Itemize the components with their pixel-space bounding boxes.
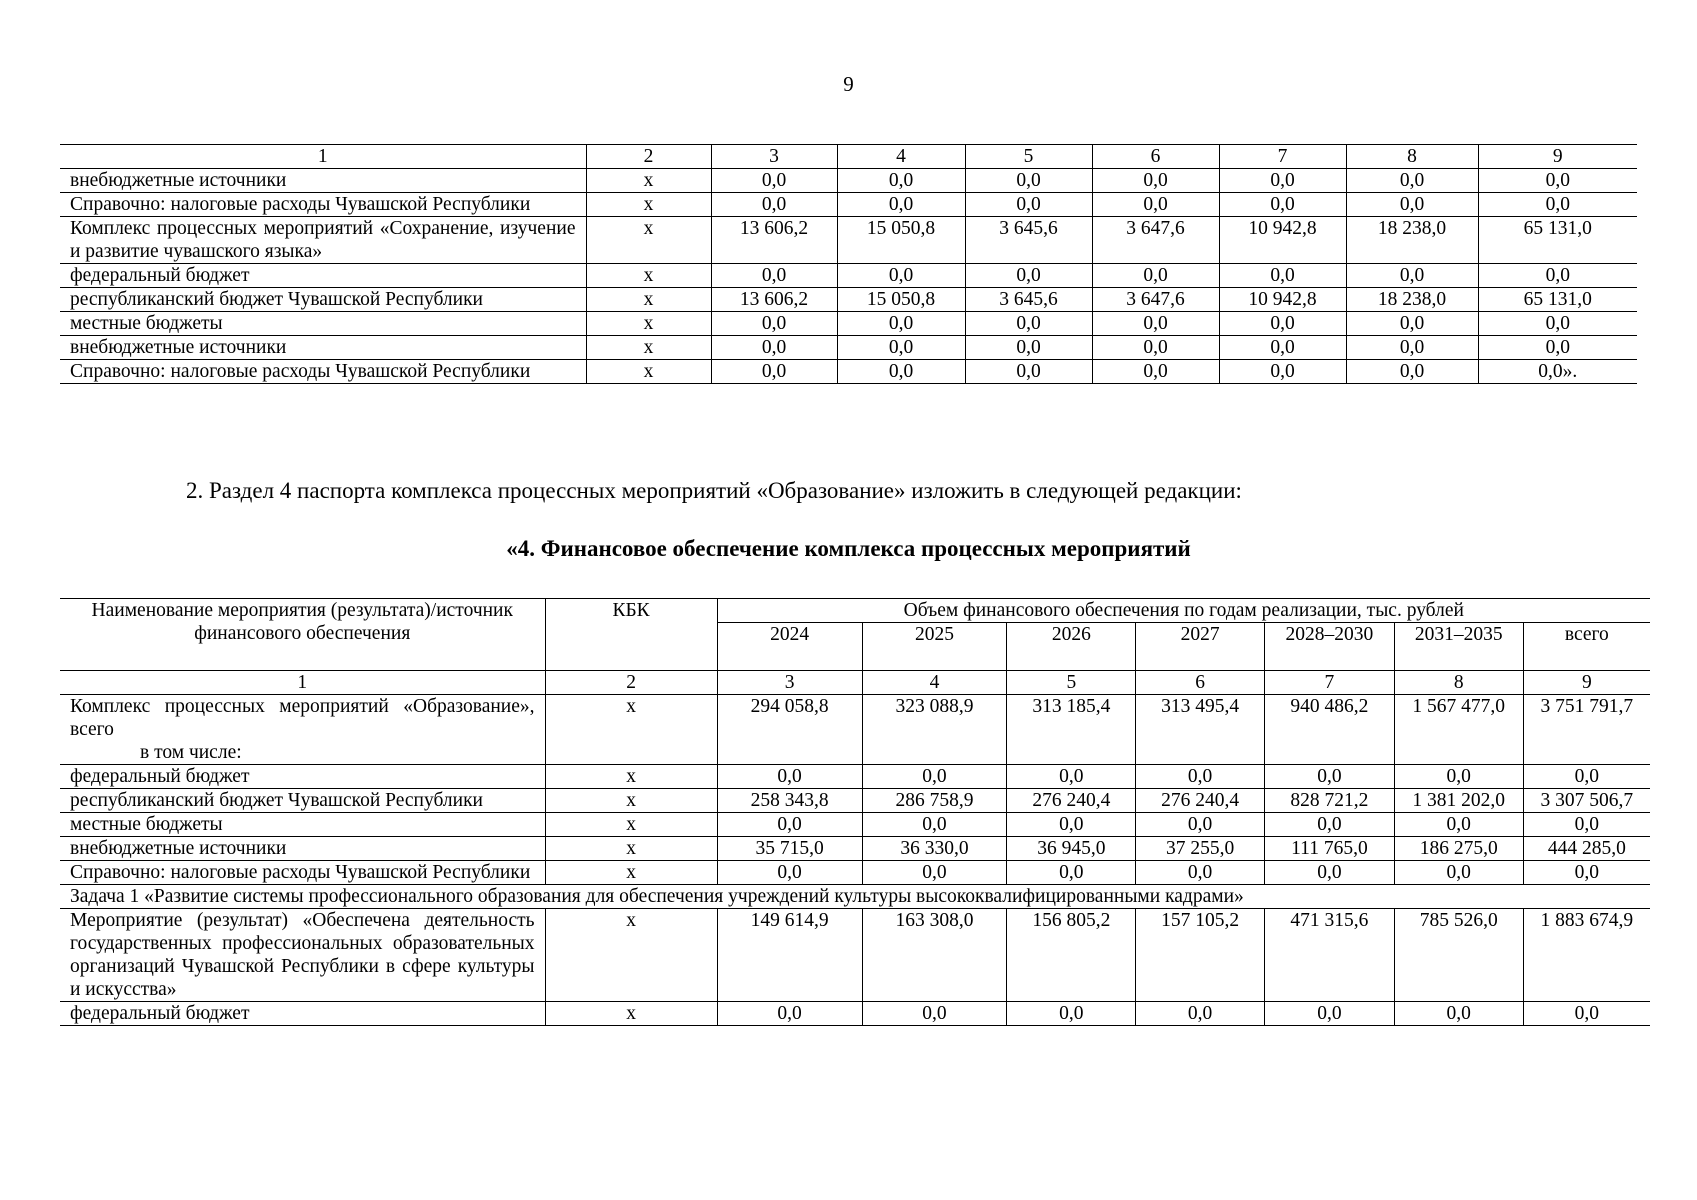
value-cell: 0,0 (1092, 360, 1219, 384)
value-cell: 0,0 (1136, 861, 1265, 885)
row-label: федеральный бюджет (60, 765, 545, 789)
value-cell: 0,0 (837, 193, 965, 217)
column-number: 9 (1478, 145, 1637, 169)
table-row (60, 169, 1637, 193)
value-cell: 111 765,0 (1265, 837, 1395, 861)
column-number: 5 (1007, 671, 1136, 695)
table-row (60, 360, 1637, 384)
kbk-cell: х (586, 264, 711, 288)
value-cell: 15 050,8 (837, 288, 965, 312)
value-cell: 163 308,0 (862, 909, 1007, 1002)
row-label (60, 695, 545, 765)
value-cell: 0,0 (711, 360, 837, 384)
row-label: федеральный бюджет (60, 264, 586, 288)
value-cell: 3 645,6 (965, 217, 1092, 264)
value-cell: 0,0 (717, 1002, 862, 1026)
value-cell: 3 645,6 (965, 288, 1092, 312)
value-cell: 0,0 (711, 336, 837, 360)
value-cell: 37 255,0 (1136, 837, 1265, 861)
row-label: Мероприятие (результат) «Обеспечена деятельность государственных профессиональных образовательных организаций Чувашской Республики в сфере культуры и искусства» (60, 909, 545, 1002)
value-cell: 3 751 791,7 (1523, 695, 1650, 765)
value-cell: 0,0 (965, 360, 1092, 384)
value-cell: 0,0 (1219, 264, 1346, 288)
year-header: 2024 (717, 623, 862, 671)
financing-group-header: Объем финансового обеспечения по годам реализации, тыс. рублей (717, 599, 1650, 623)
value-cell: 0,0 (1346, 193, 1478, 217)
amendment-paragraph: 2. Раздел 4 паспорта комплекса процессных мероприятий «Образование» изложить в следующей редакции: (186, 478, 1242, 503)
value-cell: 0,0 (1523, 813, 1650, 837)
table-row (60, 909, 1650, 1002)
value-cell: 0,0 (837, 169, 965, 193)
value-cell: 0,0 (1265, 1002, 1395, 1026)
year-header: 2031–2035 (1394, 623, 1523, 671)
column-number: 4 (862, 671, 1007, 695)
column-number: 8 (1346, 145, 1478, 169)
value-cell: 0,0 (965, 264, 1092, 288)
column-number: 1 (60, 145, 586, 169)
value-cell: 65 131,0 (1478, 288, 1637, 312)
value-cell: 149 614,9 (717, 909, 862, 1002)
value-cell: 0,0 (1136, 765, 1265, 789)
kbk-cell: х (545, 909, 717, 1002)
column-number-row (60, 671, 1650, 695)
value-cell: 3 647,6 (1092, 288, 1219, 312)
value-cell: 0,0 (1219, 193, 1346, 217)
value-cell: 0,0 (717, 813, 862, 837)
value-cell: 276 240,4 (1007, 789, 1136, 813)
value-cell: 0,0 (1265, 813, 1395, 837)
value-cell: 323 088,9 (862, 695, 1007, 765)
row-label: Справочно: налоговые расходы Чувашской Республики (60, 193, 586, 217)
table-row (60, 861, 1650, 885)
kbk-column-header: КБК (545, 599, 717, 671)
kbk-cell: х (545, 695, 717, 765)
value-cell: 0,0 (837, 312, 965, 336)
value-cell: 0,0 (1219, 360, 1346, 384)
table-row (60, 312, 1637, 336)
value-cell: 0,0 (1478, 169, 1637, 193)
table1-body (60, 145, 1637, 384)
value-cell: 0,0 (1478, 312, 1637, 336)
value-cell: 444 285,0 (1523, 837, 1650, 861)
table-row (60, 765, 1650, 789)
total-header: всего (1523, 623, 1650, 671)
value-cell: 785 526,0 (1394, 909, 1523, 1002)
row-label: внебюджетные источники (60, 336, 586, 360)
value-cell: 0,0 (965, 312, 1092, 336)
value-cell: 286 758,9 (862, 789, 1007, 813)
value-cell: 0,0 (1092, 312, 1219, 336)
value-cell: 471 315,6 (1265, 909, 1395, 1002)
financing-table (60, 598, 1650, 1026)
value-cell: 0,0 (1265, 861, 1395, 885)
table2-header-row (60, 599, 1650, 623)
value-cell: 0,0 (1478, 336, 1637, 360)
value-cell: 0,0 (1478, 193, 1637, 217)
row-label: местные бюджеты (60, 312, 586, 336)
value-cell: 15 050,8 (837, 217, 965, 264)
value-cell: 0,0 (1136, 1002, 1265, 1026)
table-row (60, 837, 1650, 861)
value-cell: 0,0 (1092, 336, 1219, 360)
kbk-cell: х (586, 193, 711, 217)
column-number: 2 (586, 145, 711, 169)
kbk-cell: х (545, 765, 717, 789)
value-cell: 0,0 (1394, 1002, 1523, 1026)
value-cell: 0,0 (711, 193, 837, 217)
table2-body (60, 599, 1650, 1026)
value-cell: 156 805,2 (1007, 909, 1136, 1002)
value-cell: 0,0 (1346, 169, 1478, 193)
table-row (60, 336, 1637, 360)
value-cell: 36 330,0 (862, 837, 1007, 861)
row-label: Комплекс процессных мероприятий «Сохранение, изучение и развитие чувашского языка» (60, 217, 586, 264)
value-cell: 1 883 674,9 (1523, 909, 1650, 1002)
value-cell: 13 606,2 (711, 217, 837, 264)
row-label: внебюджетные источники (60, 169, 586, 193)
kbk-cell: х (545, 861, 717, 885)
complex-subtitle: в том числе: (140, 742, 242, 763)
value-cell: 276 240,4 (1136, 789, 1265, 813)
table-row (60, 288, 1637, 312)
table-row (60, 217, 1637, 264)
value-cell: 35 715,0 (717, 837, 862, 861)
value-cell: 0,0 (965, 193, 1092, 217)
page-number: 9 (843, 72, 854, 96)
column-number: 9 (1523, 671, 1650, 695)
complex-name: Комплекс процессных мероприятий «Образование», всего (70, 696, 535, 740)
value-cell: 0,0 (1092, 193, 1219, 217)
value-cell: 0,0 (717, 765, 862, 789)
value-cell: 0,0 (965, 169, 1092, 193)
task-row (60, 885, 1650, 909)
value-cell: 0,0 (862, 861, 1007, 885)
value-cell: 0,0 (837, 360, 965, 384)
row-label: Справочно: налоговые расходы Чувашской Республики (60, 360, 586, 384)
value-cell: 828 721,2 (1265, 789, 1395, 813)
kbk-cell: х (586, 169, 711, 193)
value-cell: 0,0 (837, 264, 965, 288)
year-header: 2025 (862, 623, 1007, 671)
value-cell: 294 058,8 (717, 695, 862, 765)
kbk-cell: х (545, 813, 717, 837)
value-cell: 313 495,4 (1136, 695, 1265, 765)
kbk-cell: х (586, 312, 711, 336)
value-cell: 0,0». (1478, 360, 1637, 384)
row-label: федеральный бюджет (60, 1002, 545, 1026)
row-label: местные бюджеты (60, 813, 545, 837)
value-cell: 0,0 (711, 169, 837, 193)
value-cell: 0,0 (1523, 861, 1650, 885)
column-number: 4 (837, 145, 965, 169)
value-cell: 0,0 (1136, 813, 1265, 837)
column-number: 2 (545, 671, 717, 695)
column-number: 3 (711, 145, 837, 169)
value-cell: 65 131,0 (1478, 217, 1637, 264)
column-number: 7 (1219, 145, 1346, 169)
value-cell: 36 945,0 (1007, 837, 1136, 861)
table-row (60, 695, 1650, 765)
value-cell: 18 238,0 (1346, 217, 1478, 264)
value-cell: 186 275,0 (1394, 837, 1523, 861)
value-cell: 258 343,8 (717, 789, 862, 813)
kbk-cell: х (586, 288, 711, 312)
column-number: 1 (60, 671, 545, 695)
year-header: 2026 (1007, 623, 1136, 671)
table-row (60, 193, 1637, 217)
year-header: 2028–2030 (1265, 623, 1395, 671)
value-cell: 157 105,2 (1136, 909, 1265, 1002)
value-cell: 0,0 (837, 336, 965, 360)
value-cell: 0,0 (1346, 336, 1478, 360)
value-cell: 3 307 506,7 (1523, 789, 1650, 813)
section-heading: «4. Финансовое обеспечение комплекса процессных мероприятий (506, 536, 1191, 561)
table-row (60, 1002, 1650, 1026)
value-cell: 0,0 (1219, 312, 1346, 336)
value-cell: 0,0 (1007, 1002, 1136, 1026)
kbk-cell: х (545, 1002, 717, 1026)
value-cell: 10 942,8 (1219, 288, 1346, 312)
row-label: республиканский бюджет Чувашской Республики (60, 789, 545, 813)
value-cell: 0,0 (1092, 264, 1219, 288)
row-label: Справочно: налоговые расходы Чувашской Республики (60, 861, 545, 885)
column-number: 6 (1092, 145, 1219, 169)
value-cell: 0,0 (1394, 813, 1523, 837)
column-number-row (60, 145, 1637, 169)
value-cell: 13 606,2 (711, 288, 837, 312)
value-cell: 0,0 (1523, 765, 1650, 789)
value-cell: 0,0 (711, 312, 837, 336)
table-row (60, 813, 1650, 837)
value-cell: 0,0 (1092, 169, 1219, 193)
value-cell: 0,0 (1219, 336, 1346, 360)
value-cell: 0,0 (1007, 861, 1136, 885)
kbk-cell: х (586, 217, 711, 264)
column-number: 7 (1265, 671, 1395, 695)
value-cell: 0,0 (1346, 360, 1478, 384)
value-cell: 0,0 (717, 861, 862, 885)
table-row (60, 789, 1650, 813)
value-cell: 0,0 (965, 336, 1092, 360)
value-cell: 0,0 (1219, 169, 1346, 193)
row-label: внебюджетные источники (60, 837, 545, 861)
value-cell: 0,0 (1265, 765, 1395, 789)
value-cell: 0,0 (1478, 264, 1637, 288)
table-row (60, 264, 1637, 288)
value-cell: 3 647,6 (1092, 217, 1219, 264)
value-cell: 0,0 (1346, 312, 1478, 336)
row-label: республиканский бюджет Чувашской Республики (60, 288, 586, 312)
value-cell: 0,0 (1007, 813, 1136, 837)
value-cell: 0,0 (862, 1002, 1007, 1026)
name-column-header: Наименование мероприятия (результата)/источник финансового обеспечения (60, 599, 545, 671)
value-cell: 0,0 (862, 765, 1007, 789)
value-cell: 0,0 (1394, 765, 1523, 789)
kbk-cell: х (545, 837, 717, 861)
kbk-cell: х (586, 360, 711, 384)
year-header: 2027 (1136, 623, 1265, 671)
value-cell: 18 238,0 (1346, 288, 1478, 312)
continuation-table (60, 144, 1637, 384)
value-cell: 313 185,4 (1007, 695, 1136, 765)
value-cell: 940 486,2 (1265, 695, 1395, 765)
value-cell: 10 942,8 (1219, 217, 1346, 264)
column-number: 3 (717, 671, 862, 695)
value-cell: 0,0 (862, 813, 1007, 837)
value-cell: 1 381 202,0 (1394, 789, 1523, 813)
value-cell: 0,0 (1007, 765, 1136, 789)
column-number: 8 (1394, 671, 1523, 695)
value-cell: 0,0 (1394, 861, 1523, 885)
column-number: 6 (1136, 671, 1265, 695)
task-title: Задача 1 «Развитие системы профессионального образования для обеспечения учреждений культуры высококвалифицированными кадрами» (60, 885, 1650, 909)
value-cell: 0,0 (1346, 264, 1478, 288)
kbk-cell: х (586, 336, 711, 360)
value-cell: 1 567 477,0 (1394, 695, 1523, 765)
kbk-cell: х (545, 789, 717, 813)
value-cell: 0,0 (1523, 1002, 1650, 1026)
column-number: 5 (965, 145, 1092, 169)
value-cell: 0,0 (711, 264, 837, 288)
